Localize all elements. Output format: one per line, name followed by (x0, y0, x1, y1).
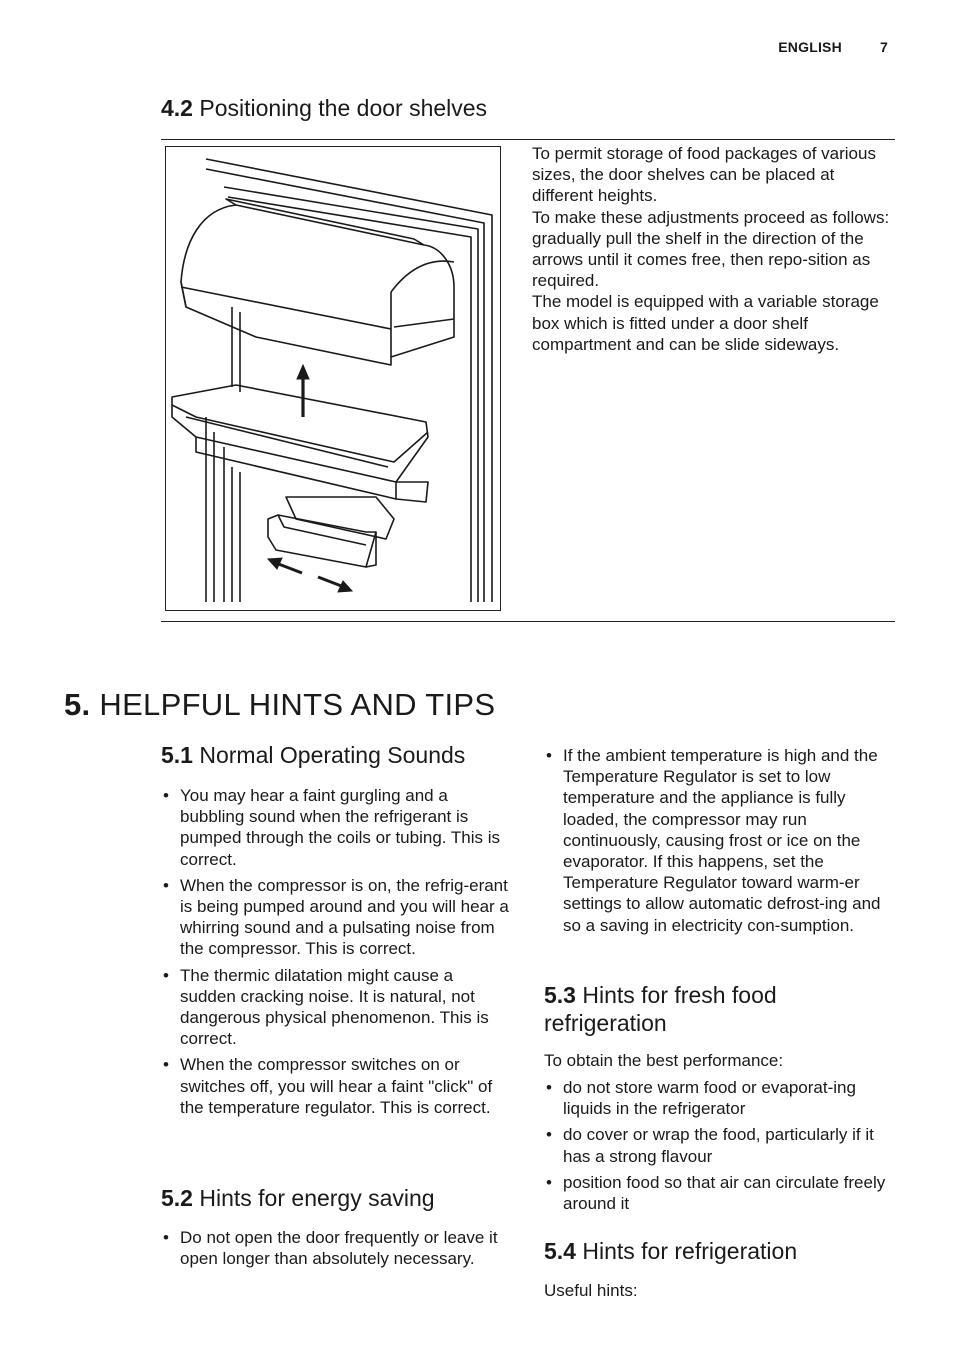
page-header (778, 39, 888, 55)
chapter-title: HELPFUL HINTS AND TIPS (99, 687, 496, 722)
energy-saving-list-right (544, 745, 899, 941)
list-item: • You may hear a faint gurgling and a bubbling sound when the refrigerant is pumped through the coils or tubing. This is correct. (161, 785, 513, 870)
fresh-food-list (544, 1077, 899, 1219)
section-title: Hints for fresh food (582, 982, 777, 1008)
section-4-2-text (532, 143, 894, 355)
list-item: • do not store warm food or evaporat-ing liquids in the refrigerator (544, 1077, 899, 1119)
paragraph: The model is equipped with a variable storage box which is fitted under a door shelf compartment and can be slide sideways. (532, 292, 879, 354)
section-5-4-intro: Useful hints: (544, 1281, 638, 1300)
door-shelf-drawing (166, 147, 500, 610)
paragraph: To make these adjustments proceed as follows: (532, 207, 890, 227)
section-5-2-heading (161, 1185, 435, 1212)
list-item: • The thermic dilatation might cause a sudden cracking noise. It is natural, not dangerous physical phenomenon. This is correct. (161, 965, 513, 1050)
section-title: Normal Operating Sounds (199, 742, 466, 768)
section-title: Hints for energy saving (199, 1185, 435, 1211)
list-item: • do cover or wrap the food, particularly if it has a strong flavour (544, 1124, 899, 1166)
section-4-2-heading (161, 95, 487, 122)
normal-sounds-list (161, 785, 513, 1123)
section-number: 5.1 (161, 742, 193, 768)
list-item: • position food so that air can circulate freely around it (544, 1172, 899, 1214)
door-shelf-illustration (165, 146, 501, 611)
section-number: 5.4 (544, 1238, 576, 1264)
section-5-4-heading (544, 1238, 797, 1265)
section-5-3-heading (544, 981, 777, 1037)
chapter-number: 5. (64, 687, 91, 722)
paragraph: To permit storage of food packages of various sizes, the door shelves can be placed at different heights. (532, 144, 876, 206)
section-number: 5.3 (544, 982, 576, 1008)
list-item: • If the ambient temperature is high and the Temperature Regulator is set to low temperature and the appliance is fully loaded, the compressor may run continuously, causing frost or ice on the evaporator. If this happens, set the Temperature Regulator toward warm-er settings to allow automatic defrost-ing and so a saving in electricity con-sumption. (544, 745, 899, 936)
energy-saving-list-left (161, 1227, 513, 1274)
page-number: 7 (880, 39, 888, 55)
section-number: 5.2 (161, 1185, 193, 1211)
list-item: • When the compressor is on, the refrig-erant is being pumped around and you will hear a whirring sound and a pulsating noise from the compressor. This is correct. (161, 875, 513, 960)
section-title: Positioning the door shelves (199, 95, 488, 121)
top-rule (161, 139, 895, 140)
chapter-heading (64, 687, 495, 723)
section-5-3-intro: To obtain the best performance: (544, 1051, 784, 1070)
list-item: • When the compressor switches on or switches off, you will hear a faint "click" of the temperature regulator. This is correct. (161, 1054, 513, 1118)
list-item: • Do not open the door frequently or leave it open longer than absolutely necessary. (161, 1227, 513, 1269)
section-5-1-heading (161, 742, 465, 769)
paragraph: gradually pull the shelf in the direction of the arrows until it comes free, then repo-sition as required. (532, 228, 871, 291)
bottom-rule (161, 621, 895, 622)
section-number: 4.2 (161, 95, 193, 121)
section-title: Hints for refrigeration (582, 1238, 798, 1264)
section-title: refrigeration (544, 1010, 667, 1036)
header-language: ENGLISH (778, 39, 842, 55)
